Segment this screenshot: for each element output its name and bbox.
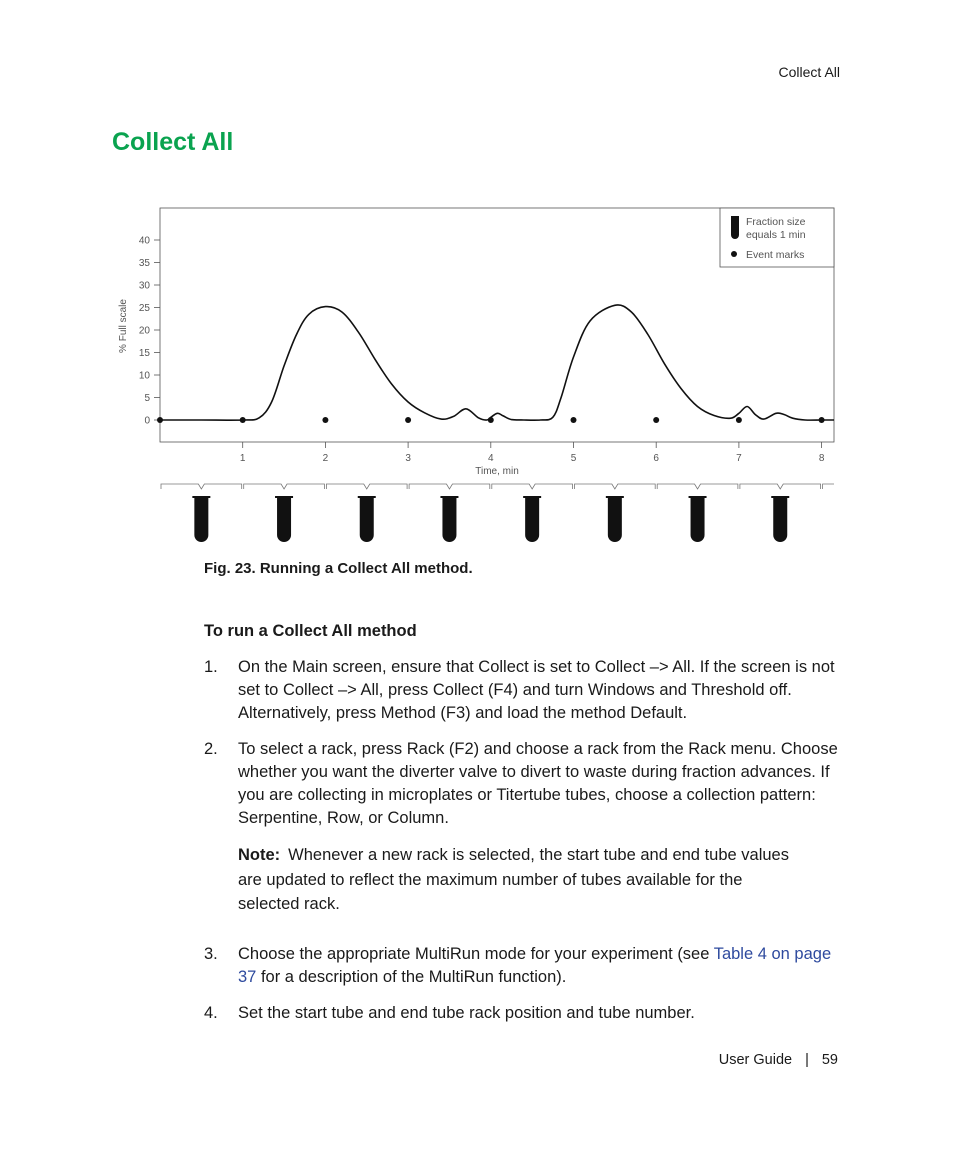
page-footer [719,1052,838,1068]
x-axis-label: Time, min [475,466,519,477]
fraction-bracket [244,484,325,489]
fraction-tube [691,497,705,542]
step-number: 2. [204,740,218,758]
event-mark [488,417,494,423]
event-mark [570,417,576,423]
event-mark [240,417,246,423]
y-tick-label: 10 [138,370,150,382]
chromatogram-trace [160,305,834,420]
footer-guide-title: User Guide [718,1052,793,1068]
step-text: Set the start tube and end tube rack position and tube number. [238,1003,695,1022]
x-tick-label: 4 [488,453,494,464]
note-label: Note: [238,846,281,864]
step-4 [204,1002,844,1025]
event-mark [653,417,659,423]
y-tick-label: 35 [138,258,150,269]
chart [112,200,842,550]
fraction-bracket [574,484,655,489]
step-text-after: for a description of the MultiRun function). [256,967,567,986]
fraction-tube [608,497,622,542]
procedure-heading: To run a Collect All method [204,622,417,640]
x-tick-label: 3 [405,453,411,464]
event-mark [157,417,163,423]
fraction-tube [360,497,374,542]
fraction-bracket [492,484,573,489]
step-number: 1. [204,658,218,676]
x-tick-label: 8 [818,453,825,464]
procedure-steps [204,656,844,1038]
fraction-brackets [161,484,834,489]
legend-fraction-line2: equals 1 min [746,229,806,241]
fraction-tube [525,497,539,542]
step-number: 3. [204,944,218,963]
legend-tube-icon [731,216,739,239]
step-text: On the Main screen, ensure that Collect is set to Collect –> All. If the screen is not set to Collect –> All, press Collect (F4) and turn Windows and Threshold off. Alternatively, press Method (F3) and load the method Default. [238,658,835,722]
event-mark [819,417,825,423]
step-number: 4. [204,1003,218,1022]
note-text: Whenever a new rack is selected, the start tube and end tube values are updated to reflect the maximum number of tubes available for the selected rack. [238,846,789,913]
fraction-bracket [657,484,738,489]
step-1 [204,656,844,725]
x-tick-label: 1 [239,453,246,464]
footer-separator: | [805,1052,809,1068]
fraction-tube [442,497,456,542]
event-mark [736,417,742,423]
fraction-tube [277,497,291,542]
step-text: To select a rack, press Rack (F2) and choose a rack from the Rack menu. Choose whether you want the diverter valve to divert to waste during fraction advances. If you are collecting in microplates or Titertube tubes, choose a collection pattern: Serpentine, Row, or Column. [238,740,838,827]
fraction-bracket [161,484,242,489]
y-tick-label: 15 [138,348,150,359]
figure [112,200,842,550]
step-3 [204,943,844,989]
figure-caption: Fig. 23. Running a Collect All method. [204,560,473,577]
fraction-tube [194,497,208,542]
y-axis [139,236,160,427]
y-axis-label: % Full scale [118,299,129,353]
y-tick-label: 40 [138,235,150,247]
x-tick-label: 5 [570,453,577,464]
legend [720,208,834,267]
y-tick-label: 5 [144,393,150,404]
fraction-bracket [823,484,834,489]
fraction-tubes [192,497,789,542]
y-tick-label: 25 [138,303,150,314]
legend-fraction-line1: Fraction size [746,216,806,228]
fraction-bracket [740,484,821,489]
x-tick-label: 6 [653,453,659,464]
y-tick-label: 0 [144,415,150,427]
x-tick-label: 2 [322,453,329,464]
x-tick-label: 7 [736,453,742,464]
legend-event-label: Event marks [746,249,805,261]
x-axis [240,442,825,464]
event-mark [405,417,411,423]
fraction-bracket [326,484,407,489]
event-mark [322,417,328,423]
legend-event-dot [731,251,737,257]
fraction-bracket [409,484,490,489]
note [238,843,794,917]
table-reference-link[interactable]: Table 4 on page 37 [238,944,832,986]
page-number: 59 [821,1052,838,1068]
fraction-tube [773,497,787,542]
y-tick-label: 30 [138,280,150,292]
y-tick-label: 20 [138,325,150,337]
step-text-before: Choose the appropriate MultiRun mode for your experiment (see [238,944,714,963]
step-2 [204,738,844,830]
running-header: Collect All [778,64,840,80]
page-title: Collect All [112,128,234,156]
